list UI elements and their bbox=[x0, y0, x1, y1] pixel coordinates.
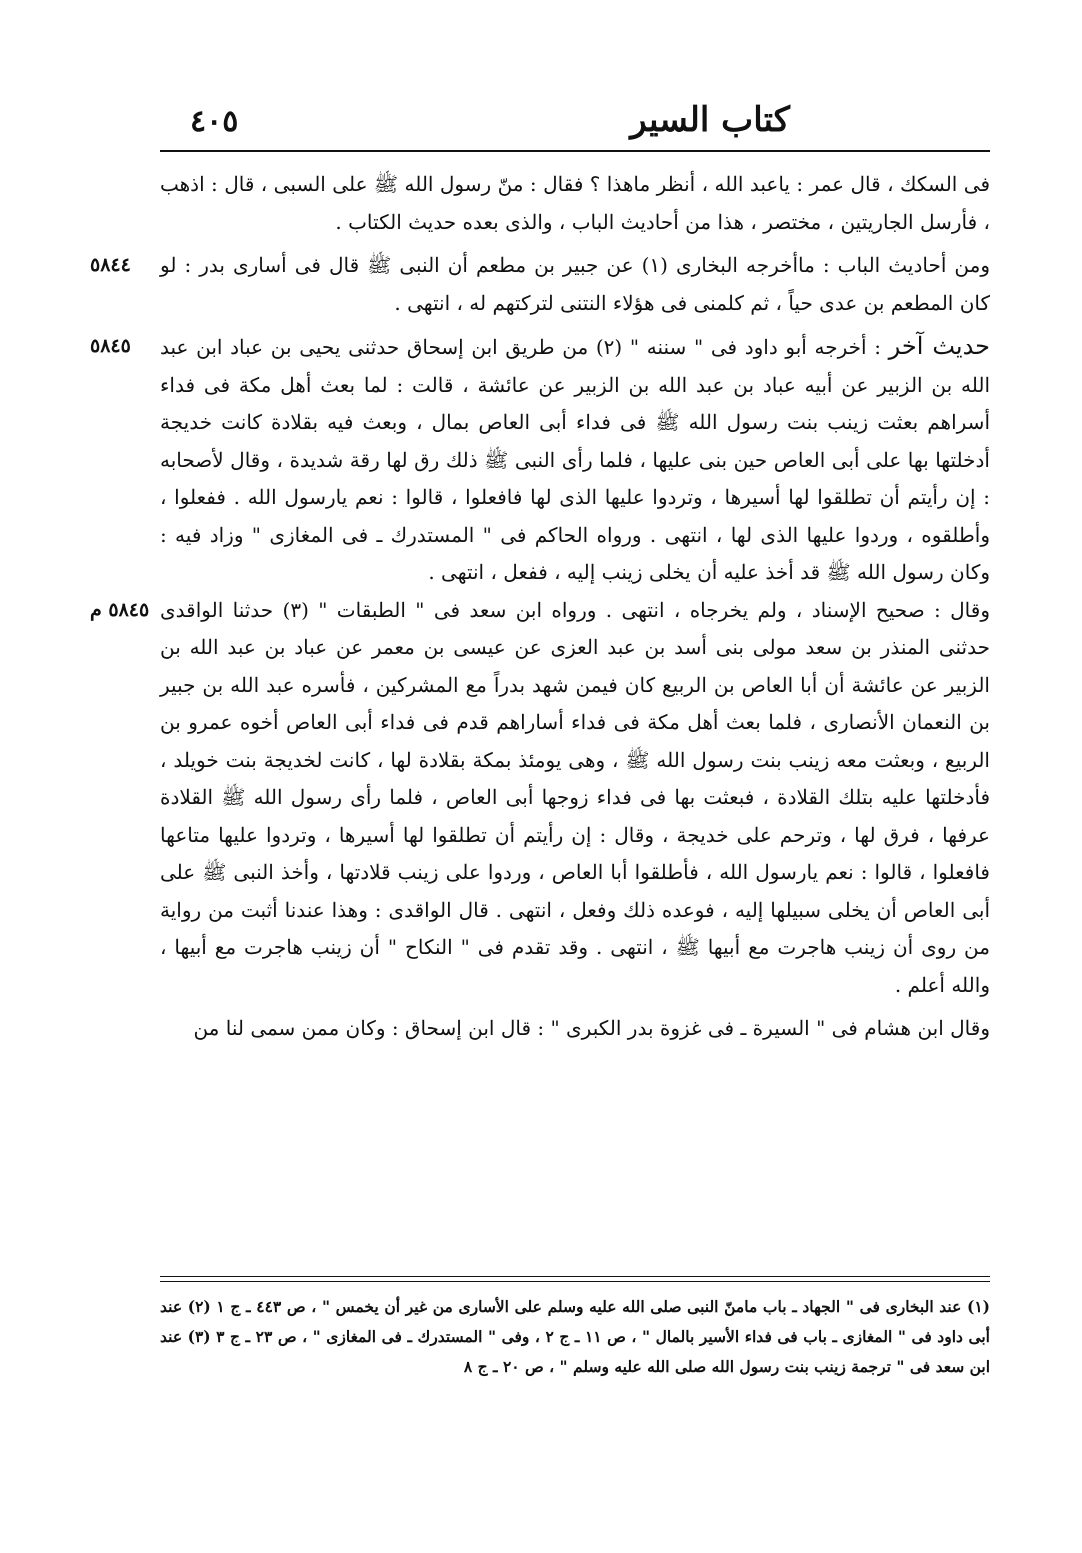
paragraph-text: وقال : صحيح الإسناد ، ولم يخرجاه ، انتهى . ورواه ابن سعد فى " الطبقات " (٣) حدثنا الواقدى حدثنى المنذر بن سعد مولى بنى أسد بن عبد العزى عن عيسى بن معمر عن عباد بن عبد الله بن الزبير عن عائشة أن أبا العاص بن الربيع كان فيمن شهد بدراً مع المشركين ، فأسره عبد الله بن جبير بن النعمان الأنصارى ، فلما بعث أهل مكة فى فداء أساراهم قدم فى فداء أبى العاص أخوه عمرو بن الربيع ، وبعثت معه زينب بنت رسول الله ﷺ ، وهى يومئذ بمكة بقلادة لها ، كانت لخديجة بنت خويلد ، فأدخلتها عليه بتلك القلادة ، فبعثت بها فى فداء زوجها أبى العاص ، فلما رأى رسول الله ﷺ القلادة عرفها ، فرق لها ، وترحم على خديجة ، وقال : إن رأيتم أن تطلقوا لها أسيرها ، وتردوا عليها متاعها فافعلوا ، قالوا : نعم يارسول الله ، فأطلقوا أبا العاص ، وردوا على زينب قلادتها ، وأخذ النبى ﷺ على أبى العاص أن يخلى سبيلها إليه ، فوعده ذلك وفعل ، انتهى . قال الواقدى : وهذا عندنا أثبت من رواية من روى أن زينب هاجرت مع أبيها ﷺ ، انتهى . وقد تقدم فى " النكاح " أن زينب هاجرت مع أبيها ، والله أعلم . bbox=[160, 597, 990, 997]
paragraph bbox=[160, 1010, 990, 1048]
page-header bbox=[160, 98, 990, 146]
paragraph bbox=[90, 328, 991, 592]
page-number: ٤٠٥ bbox=[190, 104, 239, 139]
paragraph bbox=[90, 247, 991, 322]
main-text bbox=[90, 166, 991, 1048]
hadith-number: ٥٨٤٥ م bbox=[90, 598, 150, 621]
book-title: كتاب السير bbox=[630, 100, 790, 140]
paragraph-text: فى السكك ، قال عمر : ياعبد الله ، أنظر ماهذا ؟ فقال : منّ رسول الله ﷺ على السبى ، قال : اذهب ، فأرسل الجاريتين ، مختصر ، هذا من أحاديث الباب ، والذى بعده حديث الكتاب . bbox=[160, 172, 990, 234]
hadith-number: ٥٨٤٤ bbox=[90, 254, 131, 276]
paragraph-text: ومن أحاديث الباب : ماأخرجه البخارى (١) عن جبير بن مطعم أن النبى ﷺ قال فى أسارى بدر : لو كان المطعم بن عدى حياً ، ثم كلمنى فى هؤلاء النتنى لتركتهم له ، انتهى . bbox=[160, 253, 991, 315]
paragraph bbox=[160, 166, 990, 241]
footnote-divider bbox=[160, 1281, 990, 1282]
paragraph-text: وقال ابن هشام فى " السيرة ـ فى غزوة بدر الكبرى " : قال ابن إسحاق : وكان ممن سمى لنا من bbox=[193, 1016, 990, 1040]
hadith-number: ٥٨٤٥ bbox=[90, 335, 131, 357]
footnotes bbox=[160, 1292, 990, 1382]
paragraph-text: : أخرجه أبو داود فى " سننه " (٢) من طريق ابن إسحاق حدثنى يحيى بن عباد ابن عبد الله بن الزبير عن أبيه عباد بن عبد الله بن الزبير عن عائشة ، قالت : لما بعث أهل مكة فى فداء أسراهم بعثت زينب بنت رسول الله ﷺ فى فداء أبى العاص بمال ، وبعث فيه بقلادة كانت خديجة أدخلتها بها على أبى العاص حين بنى عليها ، فلما رأى النبى ﷺ ذلك رق لها رقة شديدة ، وقال لأصحابه : إن رأيتم أن تطلقوا لها أسيرها ، وتردوا عليها الذى لها فافعلوا ، قالوا : نعم يارسول الله . ففعلوا ، وأطلقوه ، وردوا عليها الذى لها ، انتهى . ورواه الحاكم فى " المستدرك ـ فى المغازى " وزاد فيه : وكان رسول الله ﷺ قد أخذ عليه أن يخلى زينب إليه ، ففعل ، انتهى . bbox=[160, 335, 990, 584]
footnote-divider bbox=[160, 1276, 990, 1277]
paragraph bbox=[90, 592, 990, 1005]
section-lead: حديث آخر bbox=[888, 332, 991, 360]
footnote-text: (١) عند البخارى فى " الجهاد ـ باب مامنّ النبى صلى الله عليه وسلم على الأسارى من غير أن يخمس " ، ص ٤٤٣ ـ ج ١ (٢) عند أبى داود فى " المغازى ـ باب فى فداء الأسير بالمال " ، ص ١١ ـ ج ٢ ، وفى " المستدرك ـ فى المغازى " ، ص ٢٣ ـ ج ٣ (٣) عند ابن سعد فى " ترجمة زينب بنت رسول الله صلى الله عليه وسلم " ، ص ٢٠ ـ ج ٨ bbox=[160, 1297, 991, 1376]
header-divider bbox=[160, 150, 990, 152]
